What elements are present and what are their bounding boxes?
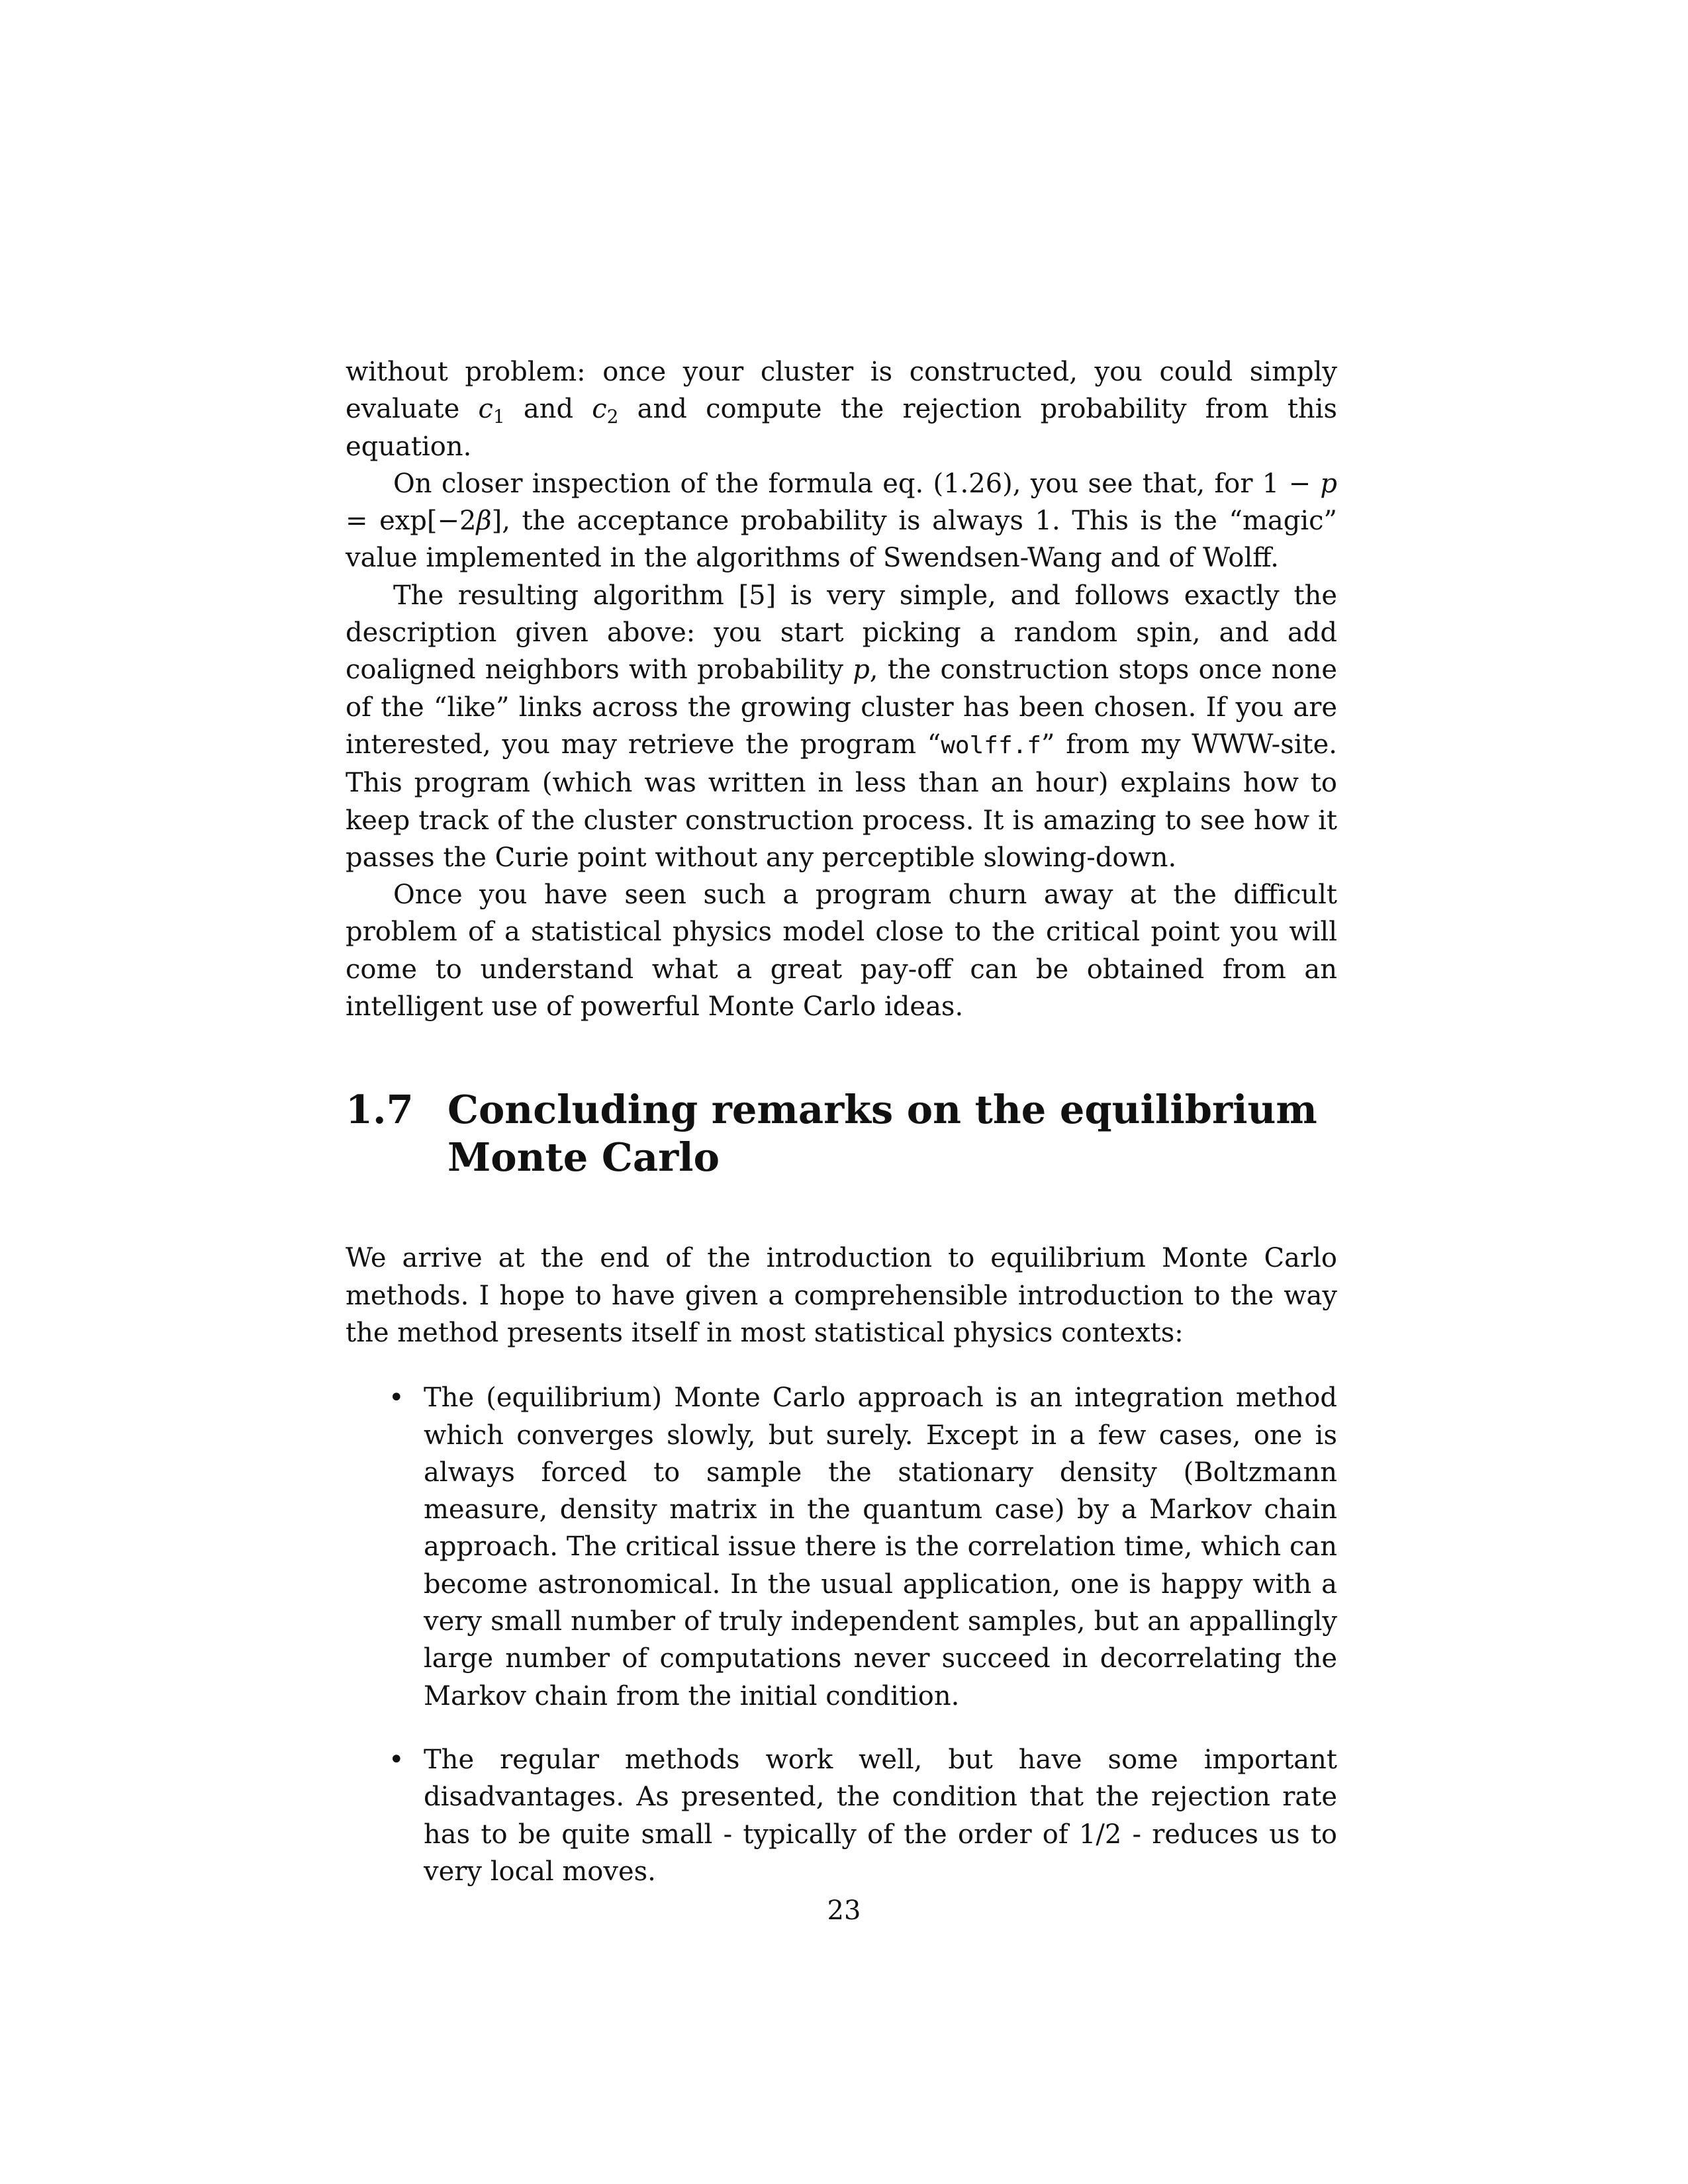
text-run: and compute the rejection probability from this equation.	[346, 394, 1337, 462]
top-paragraphs	[346, 353, 1337, 1025]
math-symbol: β	[476, 506, 492, 537]
filename-text: wolff.f	[941, 731, 1041, 759]
body-paragraph	[346, 876, 1337, 1025]
section-title: Concluding remarks on the equilibrium Monte Carlo	[447, 1087, 1317, 1181]
section-number: 1.7	[346, 1087, 414, 1133]
math-symbol: c	[592, 394, 607, 425]
bullet-item	[346, 1741, 1337, 1890]
body-paragraph	[346, 577, 1337, 876]
text-run: Once you have seen such a program churn away at the difficult problem of a statistical physics model close to the critical point you will come to understand what a great pay-off can be obtained from an intelligent use of powerful Monte Carlo ideas.	[346, 880, 1337, 1023]
text-run: and	[504, 394, 592, 425]
text-run: On closer inspection of the formula eq. (1.26), you see that, for 1 −	[393, 468, 1321, 499]
text-run: = exp[−2	[346, 506, 477, 537]
page-number: 23	[827, 1895, 861, 1926]
subscript: 1	[492, 406, 505, 428]
bullet-text: The regular methods work well, but have some important disadvantages. As presented, the condition that the rejection rate has to be quite small - typically of the order of 1/2 - reduces us to very local moves.	[424, 1744, 1337, 1887]
text-run: ” from my WWW-site. This program (which was written in less than an hour) explains how to keep track of the cluster construction process. It is amazing to see how it passes the Curie point without any perceptible slowing-down.	[346, 729, 1337, 873]
math-symbol: p	[853, 655, 870, 686]
text-run: The resulting algorithm [5] is very simple, and follows exactly the description given above: you start picking a random spin, and add coaligned neighbors with probability	[346, 580, 1337, 686]
body-paragraph	[346, 353, 1337, 465]
intro-paragraph: We arrive at the end of the introduction to equilibrium Monte Carlo methods. I hope to have given a comprehensible introduction to the way the method presents itself in most statistical physics contexts:	[346, 1243, 1337, 1348]
subscript: 2	[606, 406, 619, 428]
bullet-text: The (equilibrium) Monte Carlo approach is an integration method which converges slowly, but surely. Except in a few cases, one is always forced to sample the stationary density (Boltzmann measure, density matrix in the quantum case) by a Markov chain approach. The critical issue there is the correlation time, which can become astronomical. In the usual application, one is happy with a very small number of truly independent samples, but an appallingly large number of computations never succeed in decorrelating the Markov chain from the initial condition.	[424, 1383, 1337, 1711]
math-symbol: p	[1320, 468, 1337, 499]
section-heading	[346, 1086, 1337, 1181]
text-run: without problem: once your cluster is constructed, you could simply evaluate	[346, 357, 1337, 425]
bullet-marker: •	[389, 1744, 404, 1775]
bullet-marker: •	[389, 1383, 404, 1414]
body-paragraph	[346, 465, 1337, 577]
text-run: ], the acceptance probability is always 1. This is the “magic” value implemented in the algorithms of Swendsen-Wang and of Wolff.	[346, 506, 1338, 574]
text-run: , the construction stops once none of the “like” links across the growing cluster has been chosen. If you are interested, you may retrieve the program “	[346, 655, 1338, 760]
page-body	[346, 353, 1337, 1917]
math-symbol: c	[478, 394, 493, 425]
bullet-list	[346, 1379, 1337, 1890]
bullet-item	[346, 1379, 1337, 1715]
